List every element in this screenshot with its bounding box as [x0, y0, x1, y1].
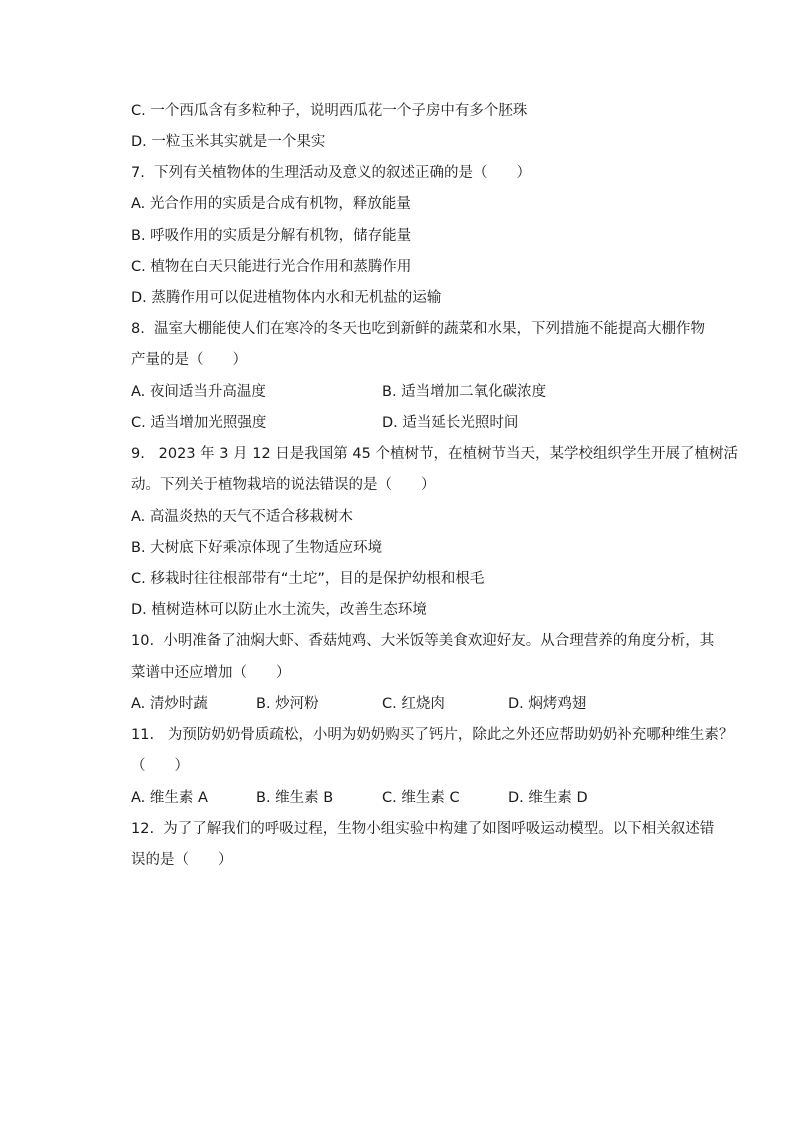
- q6-option-d: D. 一粒玉米其实就是一个果实: [131, 134, 326, 150]
- q10-stem-line2: 菜谱中还应增加（ ）: [131, 665, 291, 681]
- q9-stem-line2: 动。下列关于植物栽培的说法错误的是（ ）: [131, 477, 436, 493]
- q12-stem-line1: 12. 为了了解我们的呼吸过程，生物小组实验中构建了如图呼吸运动模型。以下相关叙述错: [131, 821, 715, 837]
- q12-stem-line2: 误的是（ ）: [131, 852, 233, 868]
- q10-stem-line1: 10. 小明准备了油焖大虾、香菇炖鸡、大米饭等美食欢迎好友。从合理营养的角度分析，其: [131, 633, 715, 649]
- q11-option-c: C. 维生素 C: [382, 790, 460, 806]
- q11-stem-line2: （ ）: [131, 758, 189, 774]
- q10-option-b: B. 炒河粉: [256, 696, 319, 712]
- q9-stem-line1: 9. 2023 年 3 月 12 日是我国第 45 个植树节，在植树节当天，某学校组织学生开展了植树活: [131, 446, 738, 462]
- q7-stem: 7. 下列有关植物体的生理活动及意义的叙述正确的是（ ）: [131, 165, 532, 181]
- q10-option-c: C. 红烧肉: [382, 696, 445, 712]
- q6-option-c: C. 一个西瓜含有多粒种子，说明西瓜花一个子房中有多个胚珠: [131, 103, 528, 119]
- q7-option-b: B. 呼吸作用的实质是分解有机物，储存能量: [131, 228, 412, 244]
- q10-option-d: D. 焖烤鸡翅: [508, 696, 587, 712]
- q7-option-a: A. 光合作用的实质是合成有机物，释放能量: [131, 196, 411, 212]
- q7-option-c: C. 植物在白天只能进行光合作用和蒸腾作用: [131, 259, 412, 275]
- q8-stem-line1: 8. 温室大棚能使人们在寒冷的冬天也吃到新鲜的蔬菜和水果，下列措施不能提高大棚作物: [131, 321, 706, 337]
- q9-option-b: B. 大树底下好乘凉体现了生物适应环境: [131, 540, 383, 556]
- q10-option-a: A. 清炒时蔬: [131, 696, 208, 712]
- q7-option-d: D. 蒸腾作用可以促进植物体内水和无机盐的运输: [131, 290, 442, 306]
- q8-stem-line2: 产量的是（ ）: [131, 352, 247, 368]
- q9-option-d: D. 植树造林可以防止水土流失，改善生态环境: [131, 602, 427, 618]
- q8-option-a: A. 夜间适当升高温度: [131, 384, 266, 400]
- q9-option-c: C. 移栽时往往根部带有“土坨”，目的是保护幼根和根毛: [131, 571, 485, 587]
- q11-option-b: B. 维生素 B: [256, 790, 334, 806]
- q11-option-d: D. 维生素 D: [508, 790, 588, 806]
- q8-option-b: B. 适当增加二氧化碳浓度: [382, 384, 547, 400]
- q8-option-c: C. 适当增加光照强度: [131, 415, 267, 431]
- q8-option-d: D. 适当延长光照时间: [382, 415, 519, 431]
- q11-stem-line1: 11. 为预防奶奶骨质疏松，小明为奶奶购买了钙片，除此之外还应帮助奶奶补充哪种维生素？: [131, 727, 734, 743]
- q9-option-a: A. 高温炎热的天气不适合移栽树木: [131, 509, 353, 525]
- q11-option-a: A. 维生素 A: [131, 790, 208, 806]
